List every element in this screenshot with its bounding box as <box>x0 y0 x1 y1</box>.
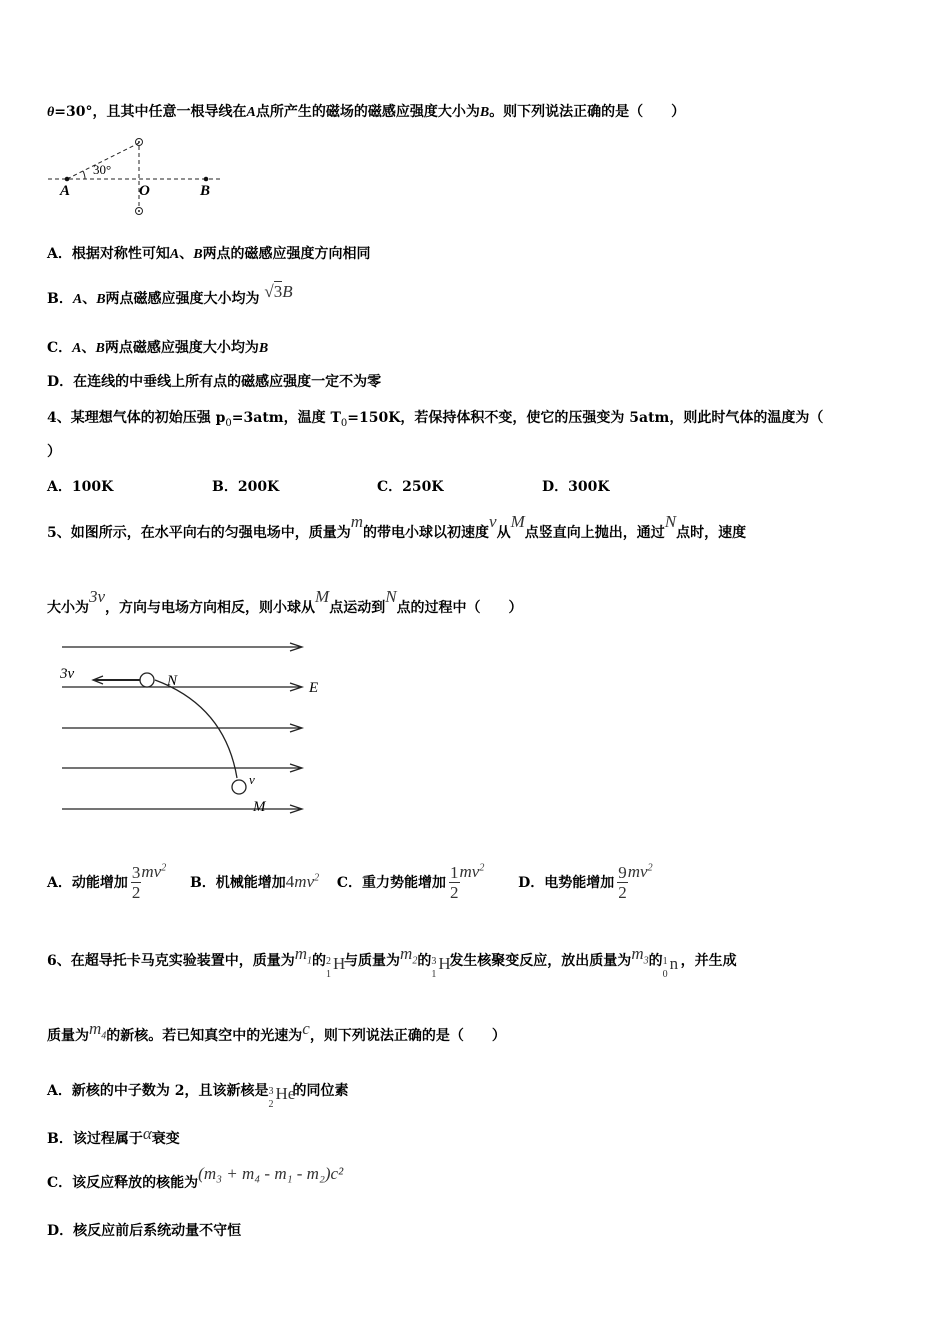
q6-stem-line2: 质量为$m_4$的新核。若已知真空中的光速为c，则下列说法正确的是（ ） <box>47 1019 506 1044</box>
q6-option-c[interactable]: C．该反应释放的核能为(m₃ + m₄ - m₁ - m₂)c² <box>47 1164 344 1191</box>
sqrt-expression: √3B <box>264 282 293 301</box>
fig-label-N: N <box>167 673 178 689</box>
q5-electric-field-diagram <box>55 636 335 818</box>
q5-option-d[interactable]: D．电势能增加 $\frac{9}{2}$ $mv^2$ <box>518 861 653 903</box>
fig-label-3v: 3v <box>60 666 75 682</box>
deuterium-symbol: 2 1 H <box>326 954 346 980</box>
helium3-symbol: 3 2 He <box>268 1084 296 1110</box>
q5-option-a[interactable]: A．动能增加 $\frac{3}{2}$ $mv^2$ <box>47 861 167 903</box>
q4-stem: 4、某理想气体的初始压强 $p_0=3atm$，温度 $T_0=150K$，若保持体积不变，使它的压强变为 5atm，则此时气体的温度为（ <box>47 410 824 429</box>
q4-option-a[interactable]: A．100K <box>47 479 114 495</box>
q3-wire-diagram <box>45 136 235 220</box>
q6-option-a[interactable]: A．新核的中子数为 2，且该新核是 3 2 He 的同位素 <box>47 1078 348 1104</box>
q3-option-b[interactable]: B．A、B两点磁感应强度大小均为 √3B <box>47 282 293 307</box>
fig-angle-label: 30° <box>93 162 112 177</box>
q4-stem-close: ） <box>47 444 61 460</box>
neutron-symbol: 1 0 n <box>662 954 679 980</box>
fig-label-E: E <box>309 680 319 696</box>
fig-label-v: v <box>249 772 255 787</box>
q6-option-d[interactable]: D．核反应前后系统动量不守恒 <box>47 1223 242 1239</box>
q3-stem: θ=30°，且其中任意一根导线在A点所产生的磁场的磁感应强度大小为B。则下列说法正确的是（ ） <box>47 104 686 120</box>
fig-label-O: O <box>139 183 150 199</box>
fig-label-B: B <box>200 183 211 199</box>
fig-label-M: M <box>253 799 266 815</box>
q5-stem-line1: 5、如图所示，在水平向右的匀强电场中，质量为m的带电小球以初速度v从M点竖直向上抛出，通过N点时，速度 <box>47 512 747 541</box>
q5-option-c[interactable]: C．重力势能增加 $\frac{1}{2}$ $mv^2$ <box>336 861 485 903</box>
q6-stem-line1: 6、在超导托卡马克实验装置中，质量为$m_1$的 2 1 H 与质量为$m_2$的 3 1 H 发生核聚变反应，放出质量为$m_3$的 1 0 n ，并生成 <box>47 944 737 980</box>
q4-option-b[interactable]: B．200K <box>212 479 280 495</box>
ball-at-M <box>232 780 246 794</box>
q5-options-row <box>47 856 653 905</box>
energy-formula: (m₃ + m₄ - m₁ - m₂)c² <box>198 1164 344 1183</box>
ball-at-N <box>140 673 154 687</box>
fig-label-A: A <box>60 183 71 199</box>
q6-option-b[interactable]: B．该过程属于α衰变 <box>47 1124 180 1147</box>
q3-option-a[interactable]: A．根据对称性可知A、B两点的磁感应强度方向相同 <box>47 246 371 262</box>
q4-option-d[interactable]: D．300K <box>542 479 610 495</box>
tritium-symbol: 3 1 H <box>431 954 451 980</box>
q5-stem-line2: 大小为3v，方向与电场方向相反，则小球从M点运动到N点的过程中（ ） <box>47 587 523 616</box>
q5-option-b[interactable]: B．机械能增加$4mv^2$ <box>189 871 320 891</box>
q3-option-c[interactable]: C．A、B两点磁感应强度大小均为B <box>47 340 269 356</box>
q4-option-c[interactable]: C．250K <box>377 479 444 495</box>
q3-option-d[interactable]: D．在连线的中垂线上所有点的磁感应强度一定不为零 <box>47 374 382 390</box>
